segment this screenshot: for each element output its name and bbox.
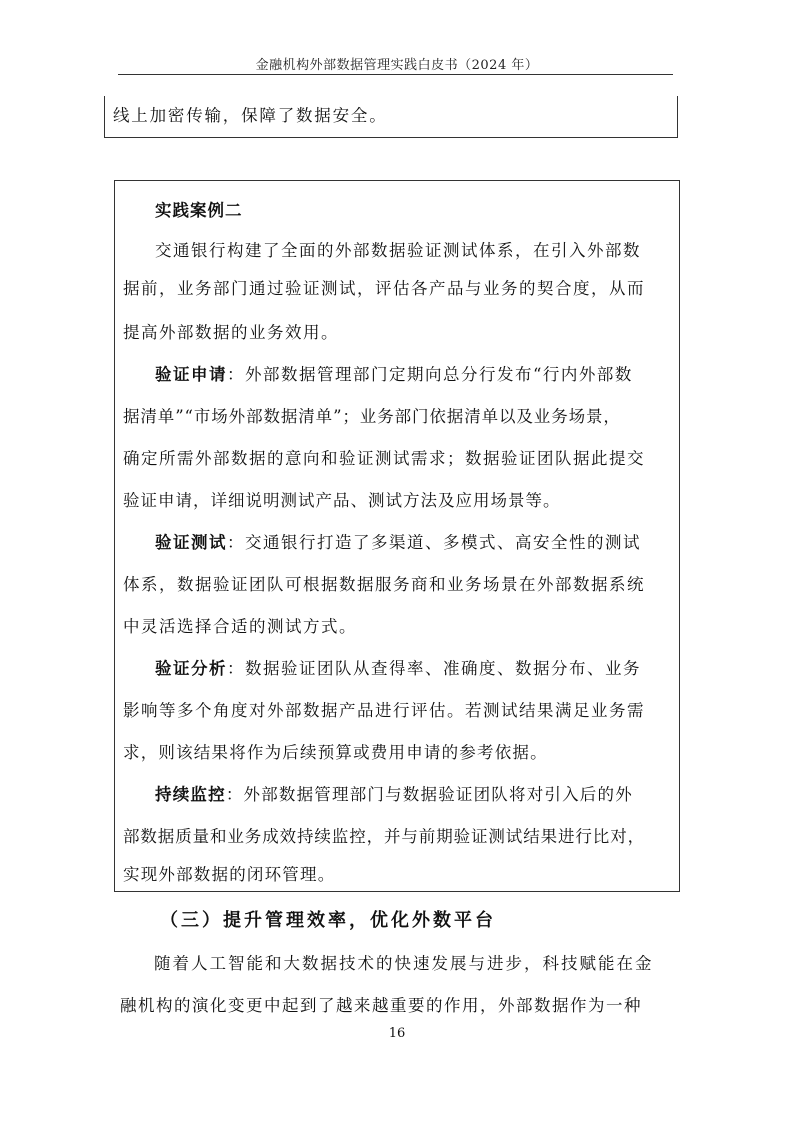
step-line: 实现外部数据的闭环管理。 bbox=[123, 865, 336, 884]
page-header: 金融机构外部数据管理实践白皮书（2024 年） bbox=[255, 58, 539, 73]
case-title: 实践案例二 bbox=[155, 201, 243, 220]
step-line: 据清单”“市场外部数据清单”；业务部门依据清单以及业务场景， bbox=[123, 407, 621, 426]
step-line: 中灵活选择合适的测试方式。 bbox=[123, 617, 357, 636]
step-line: 影响等多个角度对外部数据产品进行评估。若测试结果满足业务需 bbox=[123, 701, 645, 720]
section-body-line: 融机构的演化变更中起到了越来越重要的作用，外部数据作为一种 bbox=[120, 996, 642, 1015]
step-label: 验证分析 bbox=[155, 659, 227, 678]
header-rule bbox=[118, 74, 673, 75]
step-line: 确定所需外部数据的意向和验证测试需求；数据验证团队据此提交 bbox=[123, 449, 645, 468]
step-line: 求，则该结果将作为后续预算或费用申请的参考依据。 bbox=[123, 743, 548, 762]
case-intro-line: 据前，业务部门通过验证测试，评估各产品与业务的契合度，从而 bbox=[123, 279, 645, 298]
step-line: 部数据质量和业务成效持续监控，并与前期验证测试结果进行比对， bbox=[123, 827, 645, 846]
step-line bbox=[155, 781, 633, 805]
case-intro-line: 提高外部数据的业务效用。 bbox=[123, 323, 339, 342]
step-label: 持续监控 bbox=[155, 785, 226, 804]
previous-case-last-line: 线上加密传输，保障了数据安全。 bbox=[113, 106, 388, 125]
step-line: 体系，数据验证团队可根据数据服务商和业务场景在外部数据系统 bbox=[123, 575, 645, 594]
case-box bbox=[114, 180, 680, 892]
section-heading: （三）提升管理效率，优化外数平台 bbox=[160, 910, 496, 931]
step-line bbox=[155, 529, 641, 553]
page-number: 16 bbox=[388, 1026, 406, 1041]
step-text: ：交通银行打造了多渠道、多模式、高安全性的测试 bbox=[227, 533, 641, 552]
step-text: ：数据验证团队从查得率、准确度、数据分布、业务 bbox=[227, 659, 641, 678]
case-intro-line: 交通银行构建了全面的外部数据验证测试体系，在引入外部数 bbox=[155, 241, 641, 260]
step-text: ：外部数据管理部门定期向总分行发布“行内外部数 bbox=[227, 365, 633, 384]
step-label: 验证申请 bbox=[155, 365, 227, 384]
section-body-line: 随着人工智能和大数据技术的快速发展与进步，科技赋能在金 bbox=[154, 954, 654, 973]
step-line bbox=[155, 655, 641, 679]
step-line: 验证申请，详细说明测试产品、测试方法及应用场景等。 bbox=[123, 491, 561, 510]
step-line bbox=[155, 361, 633, 385]
step-label: 验证测试 bbox=[155, 533, 227, 552]
previous-case-box bbox=[104, 96, 678, 138]
step-text: ：外部数据管理部门与数据验证团队将对引入后的外 bbox=[225, 785, 633, 804]
